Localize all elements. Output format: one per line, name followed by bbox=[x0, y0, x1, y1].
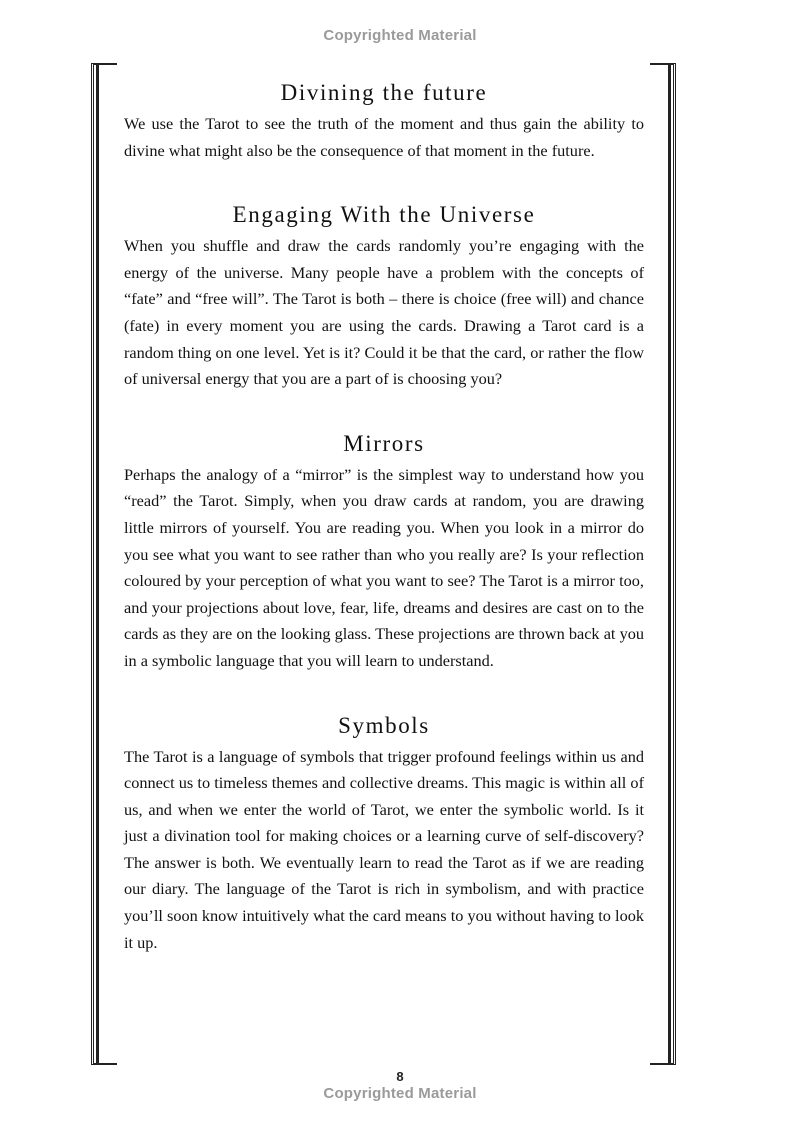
section-title: Divining the future bbox=[280, 80, 488, 105]
section-title: Mirrors bbox=[343, 430, 425, 456]
page-content bbox=[124, 76, 644, 956]
section-paragraph: Perhaps the analogy of a “mirror” is the simplest way to understand how you “read” the Tarot. Simply, when you draw cards at random, you are drawing little mirrors of yourself. You are reading you. When you look in a mirror do you see what you want to see rather than who you really are? Is your reflection coloured by your perception of what you want to see? The Tarot is a mirror too, and your projections about love, fear, life, dreams and desires are cast on to the cards as they are on the looking glass. These projections are thrown back at you in a symbolic language that you will learn to understand. bbox=[124, 464, 644, 670]
frame-bracket-left bbox=[91, 63, 117, 1065]
section-mirrors bbox=[124, 427, 644, 675]
copyright-watermark-bottom: Copyrighted Material bbox=[323, 1085, 477, 1102]
page-number: 8 bbox=[396, 1069, 404, 1084]
section-paragraph: We use the Tarot to see the truth of the moment and thus gain the ability to divine what might also be the consequence of that moment in the future. bbox=[124, 114, 644, 160]
section-title: Engaging With the Universe bbox=[232, 202, 536, 228]
copyright-watermark-top: Copyrighted Material bbox=[323, 27, 477, 44]
section-paragraph: When you shuffle and draw the cards randomly you’re engaging with the energy of the universe. Many people have a problem with the concepts of “fate” and “free will”. The Tarot is both – there is choice (free will) and chance (fate) in every moment you are using the cards. Drawing a Tarot card is a random thing on one level. Yet is it? Could it be that the card, or rather the flow of universal energy that you are a part of is choosing you? bbox=[124, 236, 644, 389]
section-engaging-with-the-universe bbox=[124, 198, 644, 393]
section-divining-the-future bbox=[124, 76, 644, 164]
frame-bracket-right bbox=[650, 63, 676, 1065]
section-paragraph: The Tarot is a language of symbols that trigger profound feelings within us and connect us to timeless themes and collective dreams. This magic is within all of us, and when we enter the world of Tarot, we enter the symbolic world. Is it just a divination tool for making choices or a learning curve of self-discovery? The answer is both. We eventually learn to read the Tarot as if we are reading our diary. The language of the Tarot is rich in symbolism, and with practice you’ll soon know intuitively what the card means to you without having to look it up. bbox=[124, 746, 644, 952]
section-title: Symbols bbox=[338, 712, 430, 738]
section-symbols bbox=[124, 709, 644, 957]
